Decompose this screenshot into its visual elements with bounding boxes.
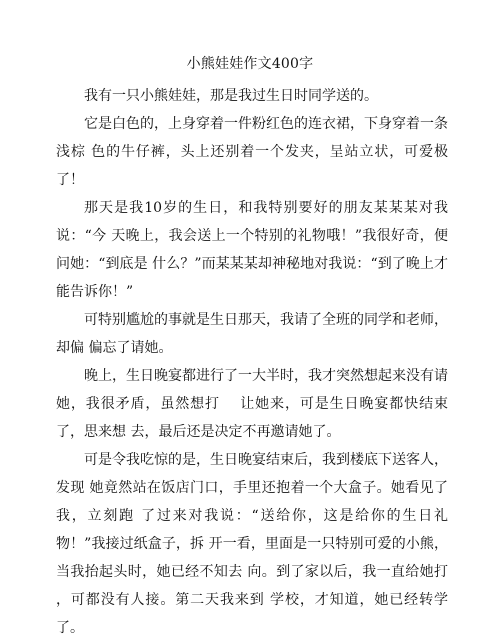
paragraph-2: 它是白色的，上身穿着一件粉红色的连衣裙，下身穿着一条浅棕 色的牛仔裤，头上还别着一个发夹，呈站立状，可爱极了！ xyxy=(56,116,448,188)
paragraph-4: 可特别尴尬的事就是生日那天，我请了全班的同学和老师，却偏 偏忘了请她。 xyxy=(56,312,448,356)
document-title: 小熊娃娃作文400字 xyxy=(186,56,314,72)
paragraph-3: 那天是我10岁的生日，和我特别要好的朋友某某某对我说：“今 天晚上，我会送上一个特别的礼物哦！”我很好奇，便问她：“到底是 什么？”而某某某却神秘地对我说：“到了晚上才能告诉你！” xyxy=(56,200,448,300)
paragraph-1: 我有一只小熊娃娃，那是我过生日时同学送的。 xyxy=(84,88,378,104)
document-body xyxy=(56,82,467,642)
paragraph-6: 可是令我吃惊的是，生日晚宴结束后，我到楼底下送客人，发现 她竟然站在饭店门口，手里还抱着一个大盒子。她看见了我，立刻跑 了过来对我说：“送给你，这是给你的生日礼物！”我接过纸盒子，拆 开一看，里面是一只特别可爱的小熊，当我抬起头时，她已经不知去 向。到了家以后，我一直给她打 ，可都没有人接。第二天我来到 学校，才知道，她已经转学了。 xyxy=(56,452,467,636)
paragraph-5: 晚上，生日晚宴都进行了一大半时，我才突然想起来没有请她，我很矛盾，虽然想打 让她来，可是生日晚宴都快结束了，思来想 去，最后还是决定不再邀请她了。 xyxy=(56,368,448,440)
